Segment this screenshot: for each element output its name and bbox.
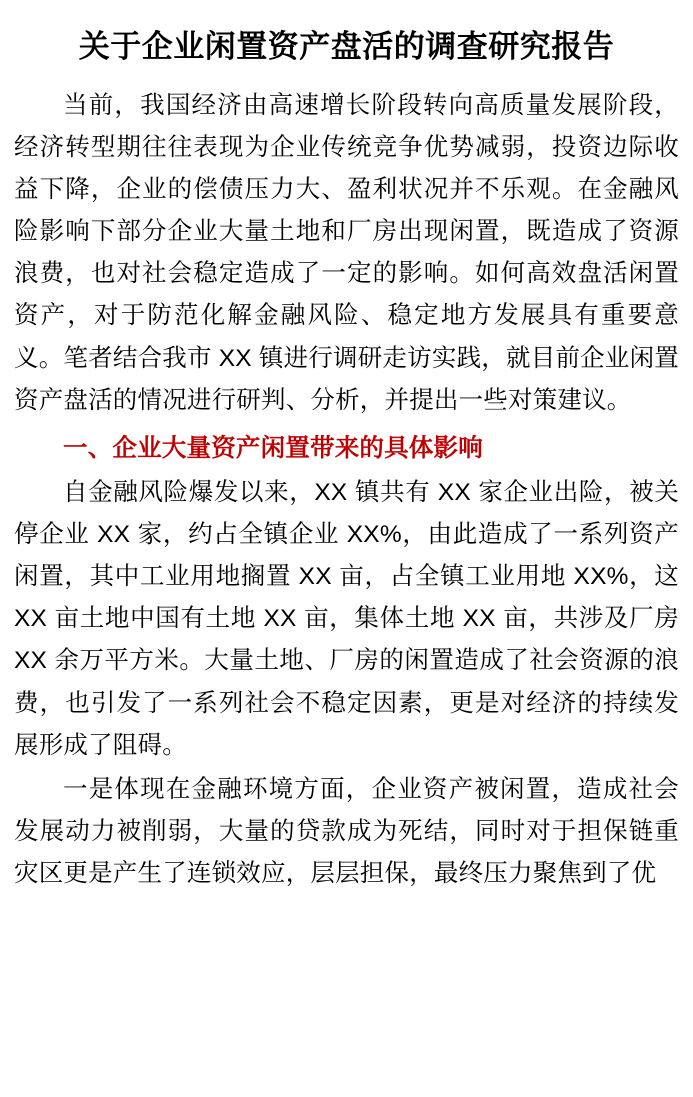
page-title: 关于企业闲置资产盘活的调查研究报告 (78, 29, 615, 64)
paragraph-section1-1: 自金融风险爆发以来，XX 镇共有 XX 家企业出险，被关停企业 XX 家，约占全镇企业 XX%，由此造成了一系列资产闲置，其中工业用地搁置 XX 亩，占全镇工业用地 XX%，这 XX 亩土地中国有土地 XX 亩，集体土地 XX 亩，共涉及厂房 XX 余万平方米。大量土地、厂房的闲置造成了社会资源的浪费，也引发了一系列社会不稳定因素，更是对经济的持续发展形成了阻碍。 (14, 478, 679, 759)
paragraph-section1-2: 一是体现在金融环境方面，企业资产被闲置，造成社会发展动力被削弱，大量的贷款成为死结，同时对于担保链重灾区更是产生了连锁效应，层层担保，最终压力聚焦到了优 (14, 775, 679, 887)
section-heading-1: 一、企业大量资产闲置带来的具体影响 (63, 434, 483, 462)
paragraph-intro: 当前，我国经济由高速增长阶段转向高质量发展阶段，经济转型期往往表现为企业传统竞争优势减弱，投资边际收益下降，企业的偿债压力大、盈利状况并不乐观。在金融风险影响下部分企业大量土地和厂房出现闲置，既造成了资源浪费，也对社会稳定造成了一定的影响。如何高效盘活闲置资产，对于防范化解金融风险、稳定地方发展具有重要意义。笔者结合我市 XX 镇进行调研走访实践，就目前企业闲置资产盘活的情况进行研判、分析，并提出一些对策建议。 (14, 91, 679, 414)
